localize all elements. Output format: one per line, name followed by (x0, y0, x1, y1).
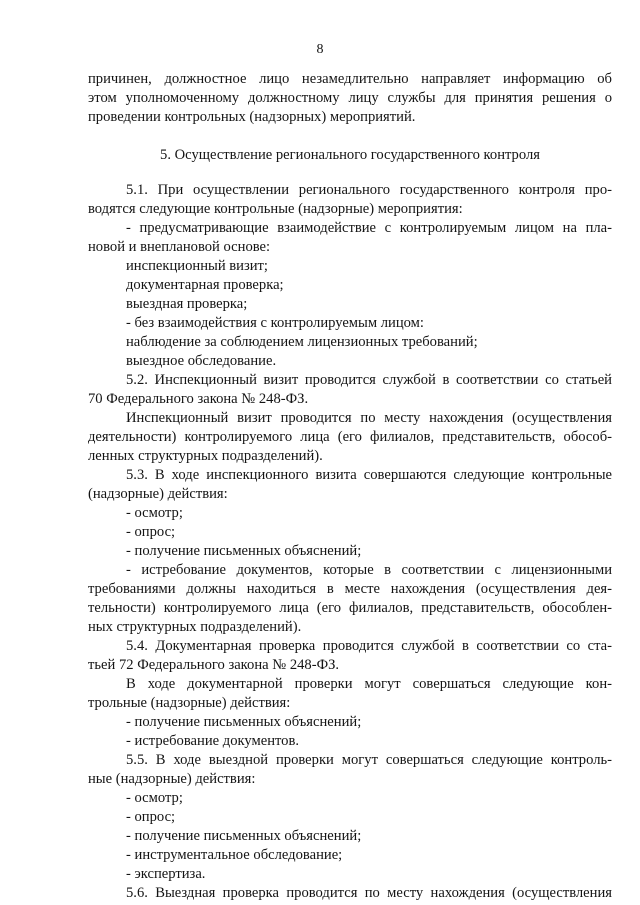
list-item: инспекционный визит; (126, 258, 268, 274)
text-line: тельности) контролируемого лица (его филиалов, представительств, обособлен- (88, 600, 612, 616)
text-line: ных структурных подразделений). (88, 619, 302, 635)
list-item: наблюдение за соблюдением лицензионных требований; (126, 334, 478, 350)
paragraph-line: 5.5. В ходе выездной проверки могут совершаться следующие контроль- (126, 752, 612, 768)
text-line: 70 Федерального закона № 248-ФЗ. (88, 391, 309, 407)
page-number: 8 (316, 42, 324, 57)
text-line: тьей 72 Федерального закона № 248-ФЗ. (88, 657, 340, 673)
list-item: - осмотр; (126, 790, 183, 806)
list-item: - получение письменных объяснений; (126, 543, 362, 559)
text-line: трольные (надзорные) действия: (88, 695, 291, 711)
list-item: - получение письменных объяснений; (126, 828, 362, 844)
text-line: проведении контрольных (надзорных) мероприятий. (88, 109, 416, 125)
text-line: водятся следующие контрольные (надзорные) мероприятия: (88, 201, 463, 217)
text-line: причинен, должностное лицо незамедлительно направляет информацию об (88, 71, 612, 87)
paragraph-line: Инспекционный визит проводится по месту нахождения (осуществления (126, 410, 612, 426)
list-item: - экспертиза. (126, 866, 206, 882)
text-line: требованиями должны находиться в месте нахождения (осуществления дея- (88, 581, 612, 597)
list-item: выездное обследование. (126, 353, 277, 369)
text-line: этом уполномоченному должностному лицу службы для принятия решения о (88, 90, 612, 106)
text-line: (надзорные) действия: (88, 486, 228, 502)
paragraph-line: 5.6. Выездная проверка проводится по месту нахождения (осуществления (126, 885, 612, 901)
list-item: - осмотр; (126, 505, 183, 521)
list-item: - без взаимодействия с контролируемым лицом: (126, 315, 424, 331)
list-item: - инструментальное обследование; (126, 847, 343, 863)
paragraph-line: 5.4. Документарная проверка проводится службой в соответствии со ста- (126, 638, 612, 654)
list-item: - опрос; (126, 524, 176, 540)
paragraph-line: 5.3. В ходе инспекционного визита совершаются следующие контрольные (126, 467, 612, 483)
list-item: - получение письменных объяснений; (126, 714, 362, 730)
text-line: ленных структурных подразделений). (88, 448, 323, 464)
list-item: - истребование документов. (126, 733, 300, 749)
list-item: - опрос; (126, 809, 176, 825)
paragraph-line: В ходе документарной проверки могут совершаться следующие кон- (126, 676, 612, 692)
section-heading: 5. Осуществление регионального государственного контроля (160, 147, 540, 163)
list-item: - предусматривающие взаимодействие с контролируемым лицом на пла- (126, 220, 612, 236)
paragraph-line: 5.2. Инспекционный визит проводится службой в соответствии со статьей (126, 372, 612, 388)
text-line: деятельности) контролируемого лица (его филиалов, представительств, обособ- (88, 429, 612, 445)
text-line: ные (надзорные) действия: (88, 771, 256, 787)
list-item: документарная проверка; (126, 277, 284, 293)
list-item: - истребование документов, которые в соответствии с лицензионными (126, 562, 612, 578)
text-line: новой и внеплановой основе: (88, 239, 271, 255)
list-item: выездная проверка; (126, 296, 248, 312)
paragraph-line: 5.1. При осуществлении регионального государственного контроля про- (126, 182, 612, 198)
